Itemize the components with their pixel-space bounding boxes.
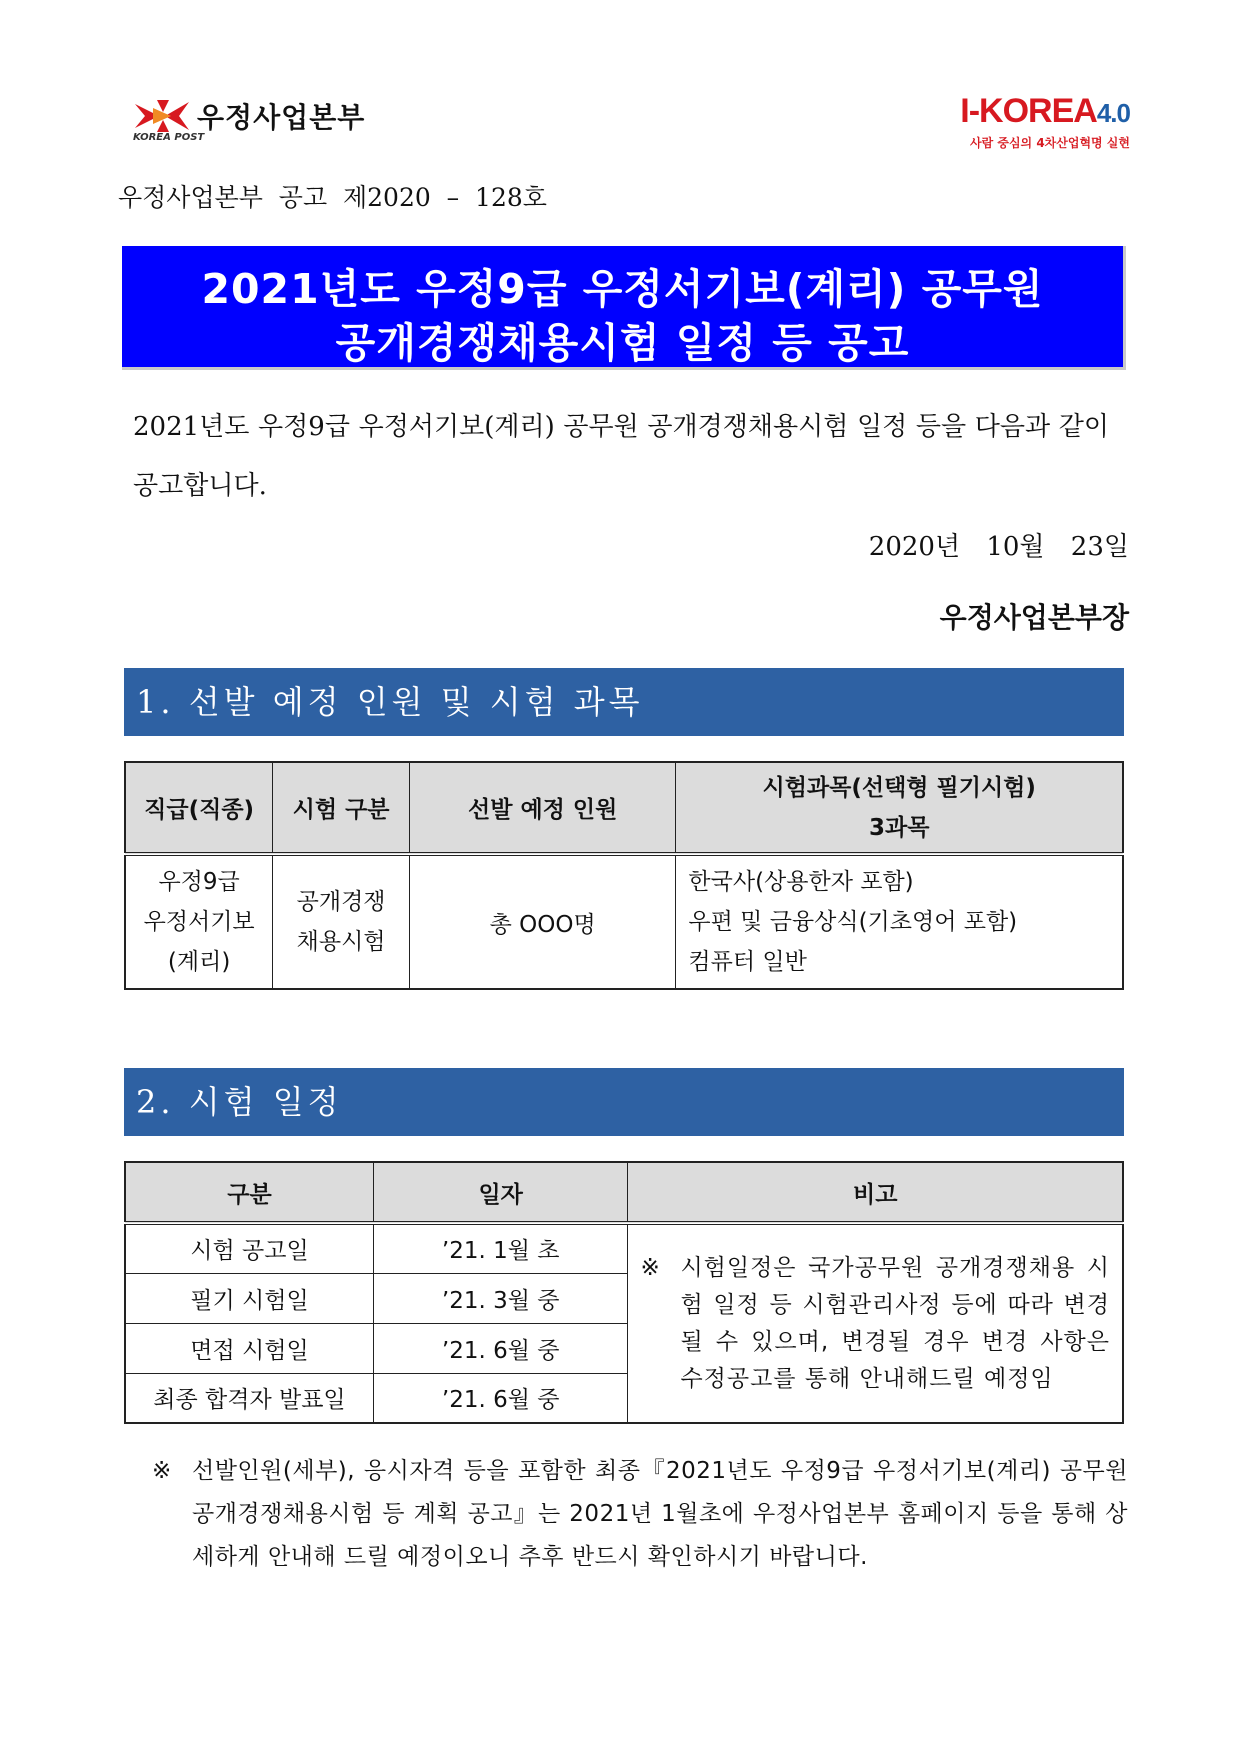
table-row	[125, 1223, 1123, 1273]
table-header-row	[125, 762, 1123, 854]
notice-date: 2020년 10월 23일	[868, 532, 1129, 562]
section-heading-2: 2. 시험 일정	[124, 1068, 1124, 1136]
subject-item: 한국사(상용한자 포함)	[688, 869, 914, 895]
title-banner	[122, 246, 1126, 370]
schedule-date: ’21. 3월 중	[373, 1273, 627, 1323]
schedule-date: ’21. 6월 중	[373, 1323, 627, 1373]
col-header-exam-type: 시험 구분	[273, 762, 410, 854]
col-header-headcount: 선발 예정 인원	[409, 762, 675, 854]
col-header-remark: 비고	[628, 1162, 1123, 1223]
col-header-date: 일자	[373, 1162, 627, 1223]
korea-post-logo	[133, 92, 373, 147]
remark-mark: ※	[640, 1254, 661, 1281]
grade-line: 우정서기보	[143, 909, 255, 935]
col-header-grade: 직급(직종)	[125, 762, 273, 854]
i-korea-logo-text: I-KOREA	[960, 92, 1097, 130]
exam-type-line: 채용시험	[296, 929, 386, 955]
schedule-date: ’21. 6월 중	[373, 1373, 627, 1423]
title-line-2: 공개경쟁채용시험 일정 등 공고	[335, 319, 910, 367]
col-header-item: 구분	[125, 1162, 373, 1223]
signer: 우정사업본부장	[939, 601, 1129, 634]
col-header-subjects-line-2: 3과목	[868, 814, 930, 841]
table-row	[125, 854, 1123, 989]
exam-type-line: 공개경쟁	[296, 889, 386, 915]
section-heading-1: 1. 선발 예정 인원 및 시험 과목	[124, 668, 1124, 736]
table-header-row	[125, 1162, 1123, 1223]
title-line-1: 2021년도 우정9급 우정서기보(계리) 공무원	[201, 265, 1044, 313]
schedule-remark: 시험일정은 국가공무원 공개경쟁채용 시험 일정 등 시험관리사정 등에 따라 변경될 수 있으며, 변경될 경우 변경 사항은 수정공고를 통해 안내해드릴 예정임	[680, 1254, 1110, 1392]
korea-post-logo-sub: KOREA POST	[133, 132, 205, 143]
grade-cell	[125, 854, 273, 989]
headcount-cell: 총 OOO명	[409, 854, 675, 989]
footnote-mark: ※	[152, 1458, 172, 1484]
schedule-item: 면접 시험일	[125, 1323, 373, 1373]
schedule-item: 시험 공고일	[125, 1223, 373, 1273]
footnote	[152, 1450, 1128, 1579]
subjects-cell	[676, 854, 1123, 989]
grade-line: 우정9급	[158, 869, 240, 895]
i-korea-logo-version: 4.0	[1096, 98, 1130, 128]
schedule-table	[124, 1161, 1124, 1424]
schedule-item: 최종 합격자 발표일	[125, 1373, 373, 1423]
schedule-remark-cell	[628, 1223, 1123, 1423]
notice-number: 우정사업본부 공고 제2020 – 128호	[118, 183, 547, 212]
subject-item: 컴퓨터 일반	[688, 949, 807, 975]
grade-line: (계리)	[167, 949, 231, 975]
korea-post-logo-name: 우정사업본부	[197, 101, 366, 134]
subject-item: 우편 및 금융상식(기초영어 포함)	[688, 909, 1018, 935]
exam-type-cell	[273, 854, 410, 989]
i-korea-logo-slogan: 사람 중심의 4차산업혁명 실현	[970, 136, 1130, 150]
i-korea-logo	[950, 92, 1130, 152]
intro-paragraph: 2021년도 우정9급 우정서기보(계리) 공무원 공개경쟁채용시험 일정 등을 다음과 같이 공고합니다.	[133, 412, 1109, 501]
schedule-item: 필기 시험일	[125, 1273, 373, 1323]
col-header-subjects-line-1: 시험과목(선택형 필기시험)	[762, 774, 1036, 801]
col-header-subjects	[676, 762, 1123, 854]
i-korea-logo-main	[960, 92, 1130, 131]
recruitment-table	[124, 761, 1124, 990]
schedule-date: ’21. 1월 초	[373, 1223, 627, 1273]
footnote-text: 선발인원(세부), 응시자격 등을 포함한 최종『2021년도 우정9급 우정서기보(계리) 공무원 공개경쟁채용시험 등 계획 공고』는 2021년 1월초에 우정사업본부 홈페이지 등을 통해 상세하게 안내해 드릴 예정이오니 추후 반드시 확인하시기 바랍니다.	[192, 1458, 1128, 1570]
